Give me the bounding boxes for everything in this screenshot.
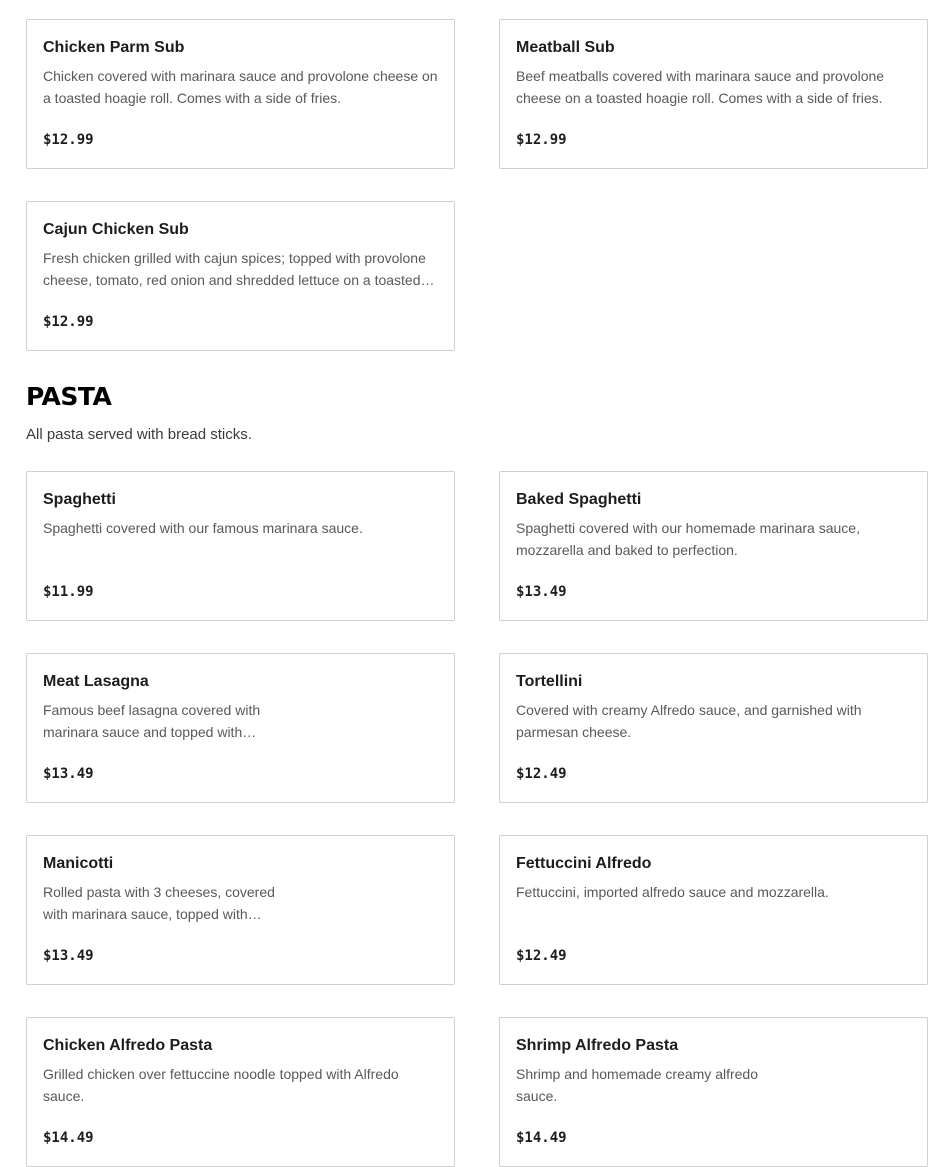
menu-item-name: Cajun Chicken Sub (43, 221, 189, 238)
menu-item-description: Beef meatballs covered with marinara sauce and provolone cheese on a toasted hoagie roll. Comes with a side of fries. (516, 68, 885, 106)
menu-item-description: Covered with creamy Alfredo sauce, and garnished with parmesan cheese. (516, 702, 862, 740)
menu-item-price: $13.49 (43, 948, 94, 964)
menu-item-price: $12.99 (43, 314, 94, 330)
menu-item-price: $14.49 (516, 1130, 567, 1146)
section-note: All pasta served with bread sticks. (26, 426, 252, 443)
subs-menu-grid (26, 19, 928, 351)
menu-item-price: $12.49 (516, 948, 567, 964)
menu-item-description: Famous beef lasagna covered with marinara sauce and topped with… (43, 702, 261, 740)
menu-item-price: $13.49 (516, 584, 567, 600)
menu-item-card[interactable] (499, 653, 928, 803)
menu-item-name: Spaghetti (43, 491, 116, 508)
menu-item-card[interactable] (26, 471, 455, 621)
menu-item-card[interactable] (499, 1017, 928, 1167)
menu-item-description: Chicken covered with marinara sauce and provolone cheese on a toasted hoagie roll. Comes with a side of fries. (43, 68, 438, 106)
menu-item-description: Shrimp and homemade creamy alfredo sauce. (516, 1066, 759, 1104)
menu-item-description: Fresh chicken grilled with cajun spices; topped with provolone cheese, tomato, red onion and shredded lettuce on a toasted… (43, 250, 435, 288)
menu-item-description: Fettuccini, imported alfredo sauce and mozzarella. (516, 884, 829, 900)
menu-item-description: Grilled chicken over fettuccine noodle topped with Alfredo sauce. (43, 1066, 399, 1104)
menu-item-description: Spaghetti covered with our homemade marinara sauce, mozzarella and baked to perfection. (516, 520, 860, 558)
menu-item-name: Manicotti (43, 855, 114, 872)
menu-item-card[interactable] (26, 19, 455, 169)
menu-item-price: $13.49 (43, 766, 94, 782)
menu-item-price: $14.49 (43, 1130, 94, 1146)
menu-item-name: Meatball Sub (516, 39, 615, 56)
menu-item-name: Fettuccini Alfredo (516, 855, 652, 872)
menu-item-name: Chicken Alfredo Pasta (43, 1037, 213, 1054)
menu-item-name: Shrimp Alfredo Pasta (516, 1037, 679, 1054)
menu-item-card[interactable] (26, 201, 455, 351)
menu-item-description: Spaghetti covered with our famous marinara sauce. (43, 520, 363, 536)
menu-item-description: Rolled pasta with 3 cheeses, covered with marinara sauce, topped with… (43, 884, 275, 922)
menu-item-card[interactable] (26, 653, 455, 803)
menu-item-name: Chicken Parm Sub (43, 39, 185, 56)
menu-item-price: $12.99 (516, 132, 567, 148)
menu-item-card[interactable] (26, 1017, 455, 1167)
section-title-pasta: PASTA (26, 382, 112, 411)
menu-item-price: $12.99 (43, 132, 94, 148)
menu-item-name: Tortellini (516, 673, 583, 690)
menu-item-card[interactable] (499, 19, 928, 169)
pasta-menu-grid (26, 471, 928, 1167)
menu-item-name: Baked Spaghetti (516, 491, 642, 508)
menu-item-card[interactable] (499, 471, 928, 621)
menu-item-price: $11.99 (43, 584, 94, 600)
menu-item-name: Meat Lasagna (43, 673, 149, 690)
menu-item-card[interactable] (499, 835, 928, 985)
menu-item-price: $12.49 (516, 766, 567, 782)
menu-item-card[interactable] (26, 835, 455, 985)
